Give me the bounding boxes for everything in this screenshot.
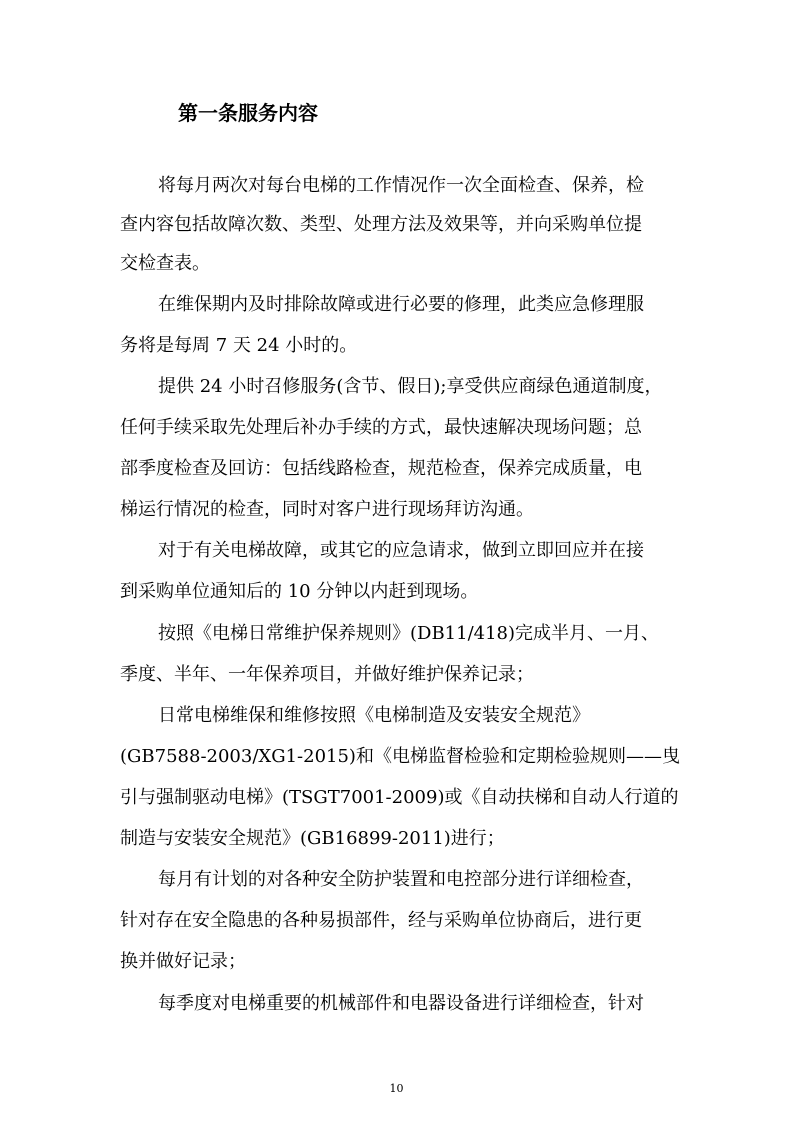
- paragraph-line: 每月有计划的对各种安全防护装置和电控部分进行详细检查，: [158, 869, 644, 890]
- paragraph-line: (GB7588-2003/XG1-2015)和《电梯监督检验和定期检验规则——曳: [120, 746, 680, 767]
- paragraph-line: 换并做好记录；: [120, 951, 246, 972]
- paragraph-line: 任何手续采取先处理后补办手续的方式，最快速解决现场问题；总: [120, 417, 642, 438]
- paragraph-line: 对于有关电梯故障，或其它的应急请求，做到立即回应并在接: [158, 540, 644, 561]
- paragraph-line: 日常电梯维保和维修按照《电梯制造及安装安全规范》: [158, 705, 590, 726]
- paragraph-line: 每季度对电梯重要的机械部件和电器设备进行详细检查，针对: [158, 993, 644, 1014]
- paragraph-line: 查内容包括故障次数、类型、处理方法及效果等，并向采购单位提: [120, 214, 642, 235]
- paragraph-line: 季度、半年、一年保养项目，并做好维护保养记录；: [120, 664, 534, 685]
- paragraph-line: 梯运行情况的检查，同时对客户进行现场拜访沟通。: [120, 499, 534, 520]
- paragraph-line: 交检查表。: [120, 253, 210, 274]
- paragraph-line: 部季度检查及回访：包括线路检查，规范检查，保养完成质量，电: [120, 458, 642, 479]
- paragraph-line: 制造与安装安全规范》(GB16899-2011)进行；: [120, 828, 505, 849]
- page-number: 10: [389, 1082, 404, 1095]
- paragraph-line: 针对存在安全隐患的各种易损部件，经与采购单位协商后，进行更: [120, 910, 642, 931]
- paragraph-line: 将每月两次对每台电梯的工作情况作一次全面检查、保养，检: [158, 175, 644, 196]
- paragraph-line: 在维保期内及时排除故障或进行必要的修理，此类应急修理服: [158, 294, 644, 315]
- section-heading: 第一条服务内容: [178, 101, 318, 125]
- paragraph-line: 到采购单位通知后的 10 分钟以内赶到现场。: [120, 581, 479, 602]
- paragraph-line: 务将是每周 7 天 24 小时的。: [120, 335, 358, 356]
- paragraph-line: 提供 24 小时召修服务(含节、假日);享受供应商绿色通道制度，: [158, 376, 663, 397]
- paragraph-line: 按照《电梯日常维护保养规则》(DB11/418)完成半月、一月、: [158, 623, 660, 644]
- paragraph-line: 引与强制驱动电梯》(TSGT7001-2009)或《自动扶梯和自动人行道的: [120, 787, 679, 808]
